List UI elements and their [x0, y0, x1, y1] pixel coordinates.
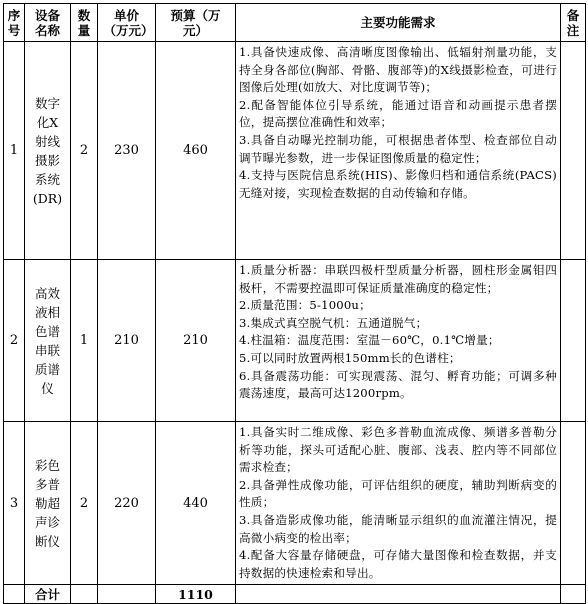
row-seq: 3	[4, 422, 25, 585]
header-budget: 预算（万元）	[156, 4, 236, 42]
row-functions	[236, 42, 561, 260]
row-name: 数字化X射线摄影系统(DR)	[25, 42, 71, 260]
row-note	[561, 42, 586, 260]
function-item: 3.具备造影成像功能，能清晰显示组织的血流灌注情况，提高微小病变的检出率；	[239, 512, 557, 545]
table-row	[4, 260, 586, 422]
function-item: 2.具备弹性成像功能，可评估组织的硬度，辅助判断病变的性质；	[239, 477, 557, 510]
table-row	[4, 422, 586, 585]
header-note: 备注	[561, 4, 586, 42]
function-item: 3.集成式真空脱气机：五通道脱气；	[239, 315, 428, 330]
row-note	[561, 422, 586, 585]
equipment-budget-table	[3, 3, 586, 604]
row-qty: 1	[71, 260, 98, 422]
row-budget: 440	[156, 422, 236, 585]
row-name: 高效液相色谱串联质谱仪	[25, 260, 71, 422]
function-item: 4.柱温箱：温度范围：室温－60℃，0.1℃增量；	[239, 333, 500, 348]
function-item: 1.质量分析器：串联四极杆型质量分析器，圆柱形金属钼四极杆，不需要控温即可保证质量准确度的稳定性；	[239, 263, 557, 295]
row-price: 210	[98, 260, 156, 422]
function-item: 3.具备自动曝光控制功能，可根据患者体型、检查部位自动调节曝光参数，进一步保证图像质量的稳定性；	[239, 132, 557, 165]
row-price: 220	[98, 422, 156, 585]
function-item: 6.具备震荡功能：可实现震荡、混匀、孵育功能；可调多种震荡速度，最高可达1200rpm。	[239, 368, 557, 401]
row-functions	[236, 422, 561, 585]
header-price: 单价（万元）	[98, 4, 156, 42]
header-func: 主要功能需求	[236, 4, 561, 42]
header-qty: 数量	[71, 4, 98, 42]
function-item: 4.配备大容量存储硬盘，可存储大量图像和检查数据，并支持数据的快速检索和导出。	[239, 548, 557, 580]
header-name: 设备名称	[25, 4, 71, 42]
row-name: 彩色多普勒超声诊断仪	[25, 422, 71, 585]
function-item: 2.质量范围：5-1000u；	[239, 298, 371, 313]
row-note	[561, 260, 586, 422]
function-item: 2.配备智能体位引导系统，能通过语音和动画提示患者摆位，提高摆位准确性和效率；	[239, 97, 557, 130]
row-seq: 1	[4, 42, 25, 260]
row-qty: 2	[71, 42, 98, 260]
row-functions	[236, 260, 561, 422]
function-item: 1.具备实时二维成像、彩色多普勒血流成像、频谱多普勒分析等功能，探头可适配心脏、腹部、浅表、腔内等不同部位需求检查；	[239, 425, 557, 475]
total-budget: 1110	[156, 585, 236, 604]
function-item: 5.可以同时放置两根150mm长的色谱柱；	[239, 350, 461, 365]
row-price: 230	[98, 42, 156, 260]
function-item: 4.支持与医院信息系统(HIS)、影像归档和通信系统(PACS)无缝对接，实现检查数据的自动传输和存储。	[239, 168, 557, 200]
row-qty: 2	[71, 422, 98, 585]
header-row	[4, 4, 586, 42]
function-item: 1.具备快速成像、高清晰度图像输出、低辐射剂量功能，支持全身各部位(胸部、骨骼、腹部等)的X线摄影检查，可进行图像后处理(如放大、对比度调节等)；	[239, 45, 557, 95]
row-budget: 460	[156, 42, 236, 260]
total-label: 合计	[25, 585, 71, 604]
budget-table-container	[3, 3, 585, 603]
header-seq: 序号	[4, 4, 25, 42]
row-seq: 2	[4, 260, 25, 422]
row-budget: 210	[156, 260, 236, 422]
table-row	[4, 42, 586, 260]
